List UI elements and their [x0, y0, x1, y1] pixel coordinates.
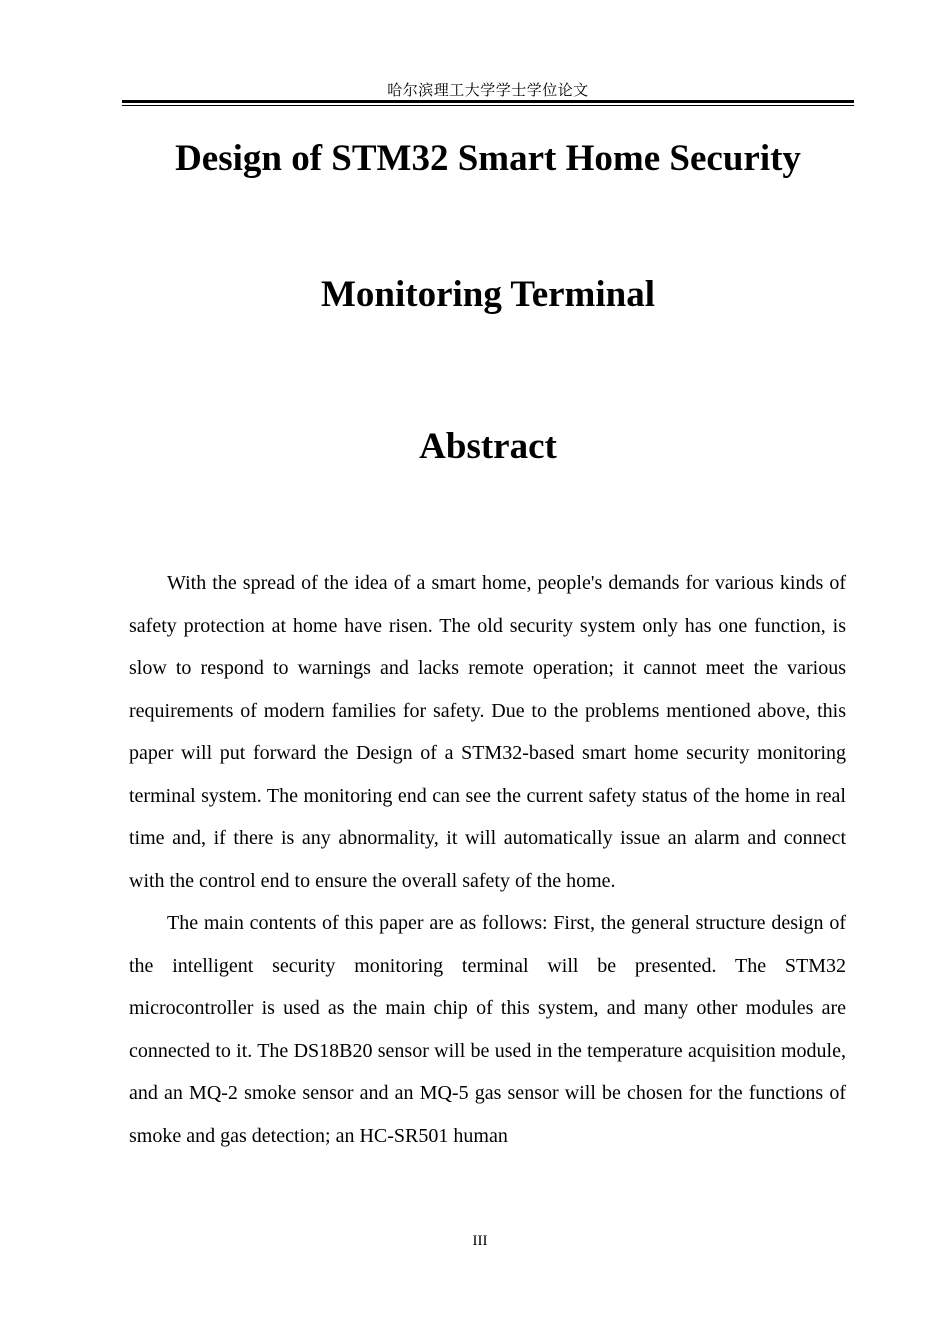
paper-title-line-2: Monitoring Terminal — [320, 274, 656, 315]
abstract-heading: Abstract — [419, 426, 557, 467]
header-rule-thick — [122, 100, 854, 103]
abstract-body — [129, 562, 846, 1157]
header-rule-thin — [122, 105, 854, 106]
page-number: III — [472, 1233, 488, 1249]
abstract-paragraph-2: The main contents of this paper are as follows: First, the general structure design of the intelligent security monitoring terminal will be presented. The STM32 microcontroller is used as the main chip of this system, and many other modules are connected to it. The DS18B20 sensor will be used in the temperature acquisition module, and an MQ-2 smoke sensor and an MQ-5 gas sensor will be chosen for the functions of smoke and gas detection; an HC-SR501 human — [129, 912, 846, 1147]
running-header: 哈尔滨理工大学学士学位论文 — [387, 81, 589, 99]
abstract-paragraph-1: With the spread of the idea of a smart home, people's demands for various kinds of safety protection at home have risen. The old security system only has one function, is slow to respond to warnings and lacks remote operation; it cannot meet the various requirements of modern families for safety. Due to the problems mentioned above, this paper will put forward the Design of a STM32-based smart home security monitoring terminal system. The monitoring end can see the current safety status of the home in real time and, if there is any abnormality, it will automatically issue an alarm and connect with the control end to ensure the overall safety of the home. — [129, 572, 846, 892]
paper-title-line-1: Design of STM32 Smart Home Security — [175, 138, 801, 179]
